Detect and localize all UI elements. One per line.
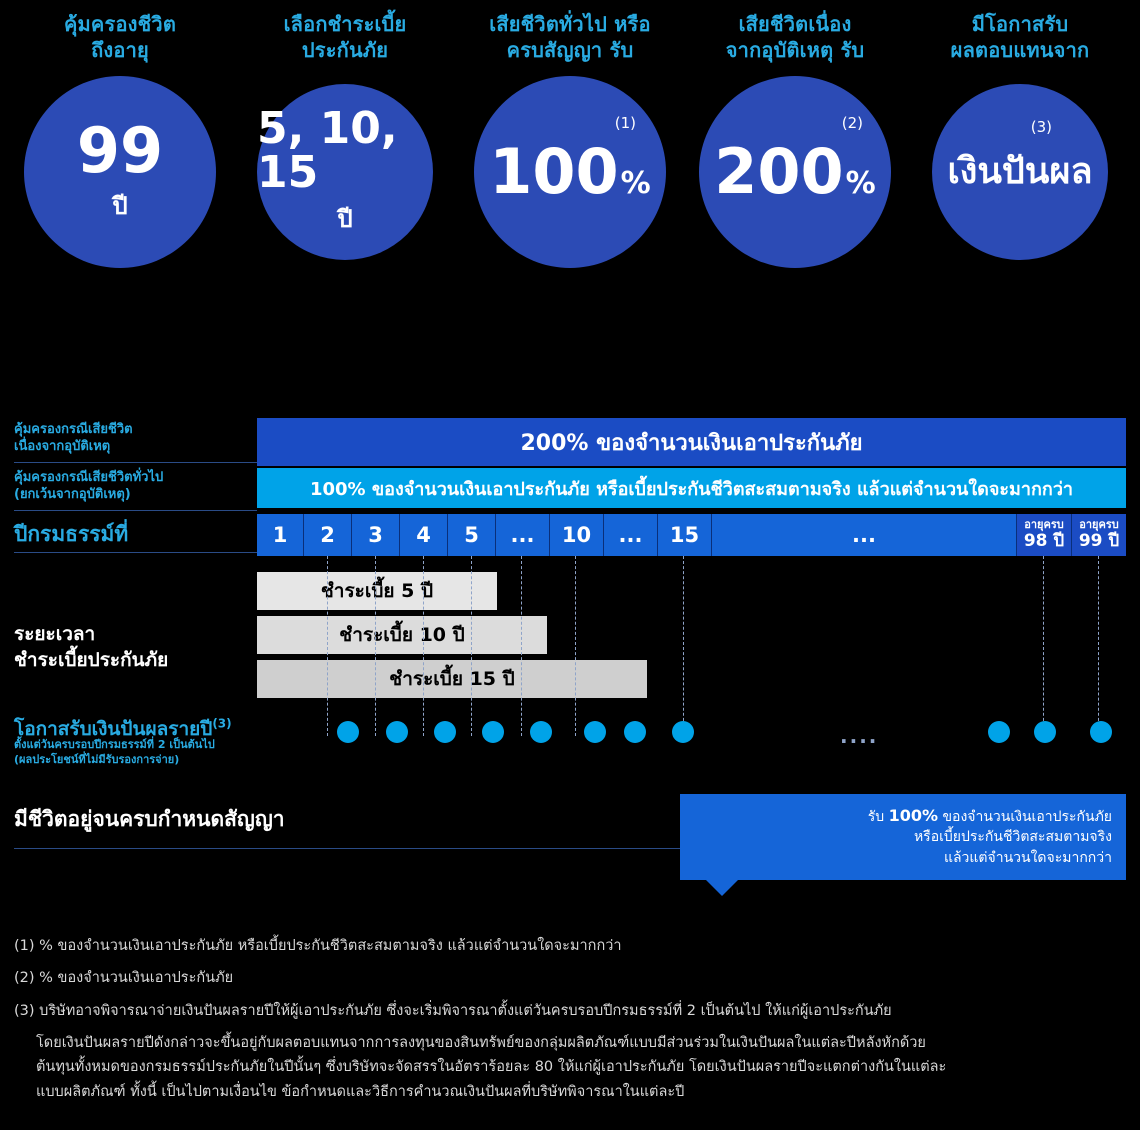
- year-cell-age-99: [1071, 514, 1126, 556]
- highlight-value: 5, 10, 15: [257, 102, 398, 198]
- year-cell-4: 4: [399, 514, 447, 556]
- callout-line1: [696, 804, 1112, 827]
- age-label-bottom: 99 ปี: [1078, 530, 1120, 551]
- highlight-title-line1: เลือกชำระเบี้ย: [283, 12, 407, 36]
- highlight-item-death-benefit: [464, 0, 676, 268]
- highlight-title: [284, 12, 407, 68]
- divider: [14, 462, 257, 463]
- year-cell-ellipsis-3: ...: [711, 514, 1016, 556]
- row-label-line2: เนื่องจากอุบัติเหตุ: [14, 438, 111, 454]
- highlight-title-line2: ประกันภัย: [301, 37, 389, 62]
- highlight-value: 99: [76, 113, 164, 187]
- highlight-circle: [24, 76, 216, 268]
- row-label-line2: (ยกเว้นจากอุบัติเหตุ): [14, 486, 131, 502]
- callout-prefix: รับ: [867, 809, 889, 825]
- highlight-circle: [699, 76, 891, 268]
- year-cell-2: 2: [303, 514, 351, 556]
- year-cell-15: 15: [657, 514, 711, 556]
- dividend-dot: [434, 721, 456, 743]
- footnote-marker-2: (2): [841, 114, 863, 132]
- year-cell-age-98: [1016, 514, 1071, 556]
- accident-coverage-bar: 200% ของจำนวนเงินเอาประกันภัย: [257, 418, 1126, 466]
- footnote-3-line-2: โดยเงินปันผลรายปีดังกล่าวจะขึ้นอยู่กับผลตอบแทนจากการลงทุนของสินทรัพย์ของกลุ่มผลิตภัณฑ์แบบมีส่วนร่วมในเงินปันผลในแต่ละปีหลังหักด้วย: [36, 1035, 926, 1052]
- year-cell-ellipsis-2: ...: [603, 514, 657, 556]
- dash-line: [375, 556, 376, 736]
- dividend-dot: [624, 721, 646, 743]
- dash-line: [1098, 556, 1099, 736]
- dash-line: [471, 556, 472, 736]
- dividend-dot: [988, 721, 1010, 743]
- highlight-value-wrap: [714, 135, 876, 208]
- dividend-dot: [530, 721, 552, 743]
- dash-line: [575, 556, 576, 736]
- year-cell-3: 3: [351, 514, 399, 556]
- dividend-dot: [672, 721, 694, 743]
- dividend-dot: [1090, 721, 1112, 743]
- highlight-item-dividend: [914, 0, 1126, 260]
- age-label-bottom: 98 ปี: [1023, 530, 1065, 551]
- divider: [14, 552, 257, 553]
- callout-suffix: ของจำนวนเงินเอาประกันภัย: [938, 809, 1112, 825]
- dash-line: [683, 556, 684, 736]
- premium-bar-5y: ชำระเบี้ย 5 ปี: [257, 572, 497, 610]
- row-label-dividend-text: โอกาสรับเงินปันผลรายปี: [14, 718, 213, 740]
- footnotes-section: [14, 934, 1126, 1104]
- divider: [14, 510, 257, 511]
- highlight-title: [64, 12, 176, 68]
- highlights-section: [0, 0, 1140, 300]
- dividend-dot: [386, 721, 408, 743]
- row-label-line1: ระยะเวลา: [14, 623, 96, 645]
- footnote-3-line-3: ต้นทุนทั้งหมดของกรมธรรม์ประกันภัยในปีนั้นๆ ซึ่งบริษัทจะจัดสรรในอัตราร้อยละ 80 ให้แก่ผู้เอาประกันภัย โดยเงินปันผลรายปีจะแตกต่างกันในแต่ละ: [36, 1059, 947, 1076]
- callout-line2: หรือเบี้ยประกันชีวิตสะสมตามจริง: [913, 829, 1112, 846]
- highlight-title-line2: ครบสัญญา รับ: [506, 37, 634, 62]
- footnote-3-line-4: แบบผลิตภัณฑ์ ทั้งนี้ เป็นไปตามเงื่อนไข ข้อกำหนดและวิธีการคำนวณเงินปันผลที่บริษัทพิจารณาในแต่ละปี: [36, 1083, 685, 1100]
- highlight-title-line1: คุ้มครองชีวิต: [63, 12, 177, 36]
- highlight-unit: %: [845, 166, 876, 201]
- highlight-unit: ปี: [112, 191, 128, 220]
- maturity-callout: [680, 794, 1126, 880]
- row-label-general-coverage: [14, 470, 163, 504]
- highlight-item-accident-benefit: [689, 0, 901, 268]
- highlight-title: [951, 12, 1090, 68]
- highlight-value: 200: [714, 135, 844, 208]
- dash-line: [521, 556, 522, 736]
- highlight-value: เงินปันผล: [947, 151, 1093, 192]
- callout-percent: 100%: [888, 806, 939, 825]
- year-cell-5: 5: [447, 514, 495, 556]
- highlight-value: 100: [489, 135, 619, 208]
- footnote-1: (1) % ของจำนวนเงินเอาประกันภัย หรือเบี้ยประกันชีวิตสะสมตามจริง แล้วแต่จำนวนใดจะมากกว่า: [14, 938, 622, 954]
- highlight-title-line2: จากอุบัติเหตุ รับ: [725, 37, 865, 62]
- callout-line3: แล้วแต่จำนวนใดจะมากกว่า: [943, 849, 1112, 866]
- row-sublabel-line2: (ผลประโยชน์ที่ไม่มีรับรองการจ่าย): [14, 752, 180, 766]
- year-cell-1: 1: [272, 523, 288, 547]
- row-label-policy-year: ปีกรมธรรม์ที่: [14, 522, 129, 546]
- general-coverage-bar: 100% ของจำนวนเงินเอาประกันภัย หรือเบี้ยประกันชีวิตสะสมตามจริง แล้วแต่จำนวนใดจะมากกว่า: [257, 468, 1126, 508]
- highlight-unit: ปี: [337, 204, 353, 233]
- timeline-section: [0, 418, 1140, 898]
- footnote-marker-3: (3): [212, 716, 232, 731]
- highlight-value-wrap: [489, 135, 651, 208]
- dividend-dot: [584, 721, 606, 743]
- row-label-premium-period: [14, 622, 168, 673]
- highlight-item-premium-term: [239, 0, 451, 260]
- highlight-item-coverage-age: [14, 0, 226, 268]
- highlight-title-line1: เสียชีวิตทั่วไป หรือ: [489, 12, 651, 36]
- dividend-dot: [1034, 721, 1056, 743]
- highlight-title: [726, 12, 865, 68]
- highlight-unit: %: [620, 166, 651, 201]
- highlight-title-line1: เสียชีวิตเนื่อง: [738, 12, 852, 36]
- footnote-marker-3: (3): [1030, 118, 1052, 136]
- highlight-circle: [474, 76, 666, 268]
- highlight-title-line2: ผลตอบแทนจาก: [950, 37, 1090, 62]
- year-cell-10: 10: [549, 514, 603, 556]
- row-label-line1: คุ้มครองกรณีเสียชีวิต: [14, 422, 133, 437]
- row-label-line2: ชำระเบี้ยประกันภัย: [14, 648, 169, 671]
- highlight-title-line2: ถึงอายุ: [91, 37, 149, 62]
- row-label-maturity: มีชีวิตอยู่จนครบกำหนดสัญญา: [14, 807, 285, 831]
- dash-line: [327, 556, 328, 736]
- row-label-accident-coverage: [14, 422, 133, 456]
- age-label-top: อายุครบ: [1024, 517, 1064, 531]
- year-cell-ellipsis-1: ...: [495, 514, 549, 556]
- highlight-title: [489, 12, 650, 68]
- dash-line: [1043, 556, 1044, 736]
- footnote-marker-1: (1): [614, 114, 636, 132]
- dividend-dot: [482, 721, 504, 743]
- dividend-dot: [337, 721, 359, 743]
- premium-bar-10y: ชำระเบี้ย 10 ปี: [257, 616, 547, 654]
- highlight-circle: [257, 84, 433, 260]
- premium-bar-15y: ชำระเบี้ย 15 ปี: [257, 660, 647, 698]
- dividend-dots-ellipsis: ....: [840, 724, 879, 748]
- dash-line: [423, 556, 424, 736]
- highlight-title-line1: มีโอกาสรับ: [971, 12, 1069, 36]
- row-sublabel-line1: ตั้งแต่วันครบรอบปีกรมธรรม์ที่ 2 เป็นต้นไป: [14, 738, 215, 751]
- row-label-line1: คุ้มครองกรณีเสียชีวิตทั่วไป: [14, 470, 164, 485]
- highlight-circle: [932, 84, 1108, 260]
- age-label-top: อายุครบ: [1079, 517, 1119, 531]
- footnote-2: (2) % ของจำนวนเงินเอาประกันภัย: [14, 970, 234, 987]
- footnote-3: (3) บริษัทอาจพิจารณาจ่ายเงินปันผลรายปีให้ผู้เอาประกันภัย ซึ่งจะเริ่มพิจารณาตั้งแต่วันครบรอบปีกรมธรรม์ที่ 2 เป็นต้นไป ให้แก่ผู้เอาประกันภัย: [14, 1002, 892, 1019]
- row-sublabel-dividend: [14, 738, 215, 768]
